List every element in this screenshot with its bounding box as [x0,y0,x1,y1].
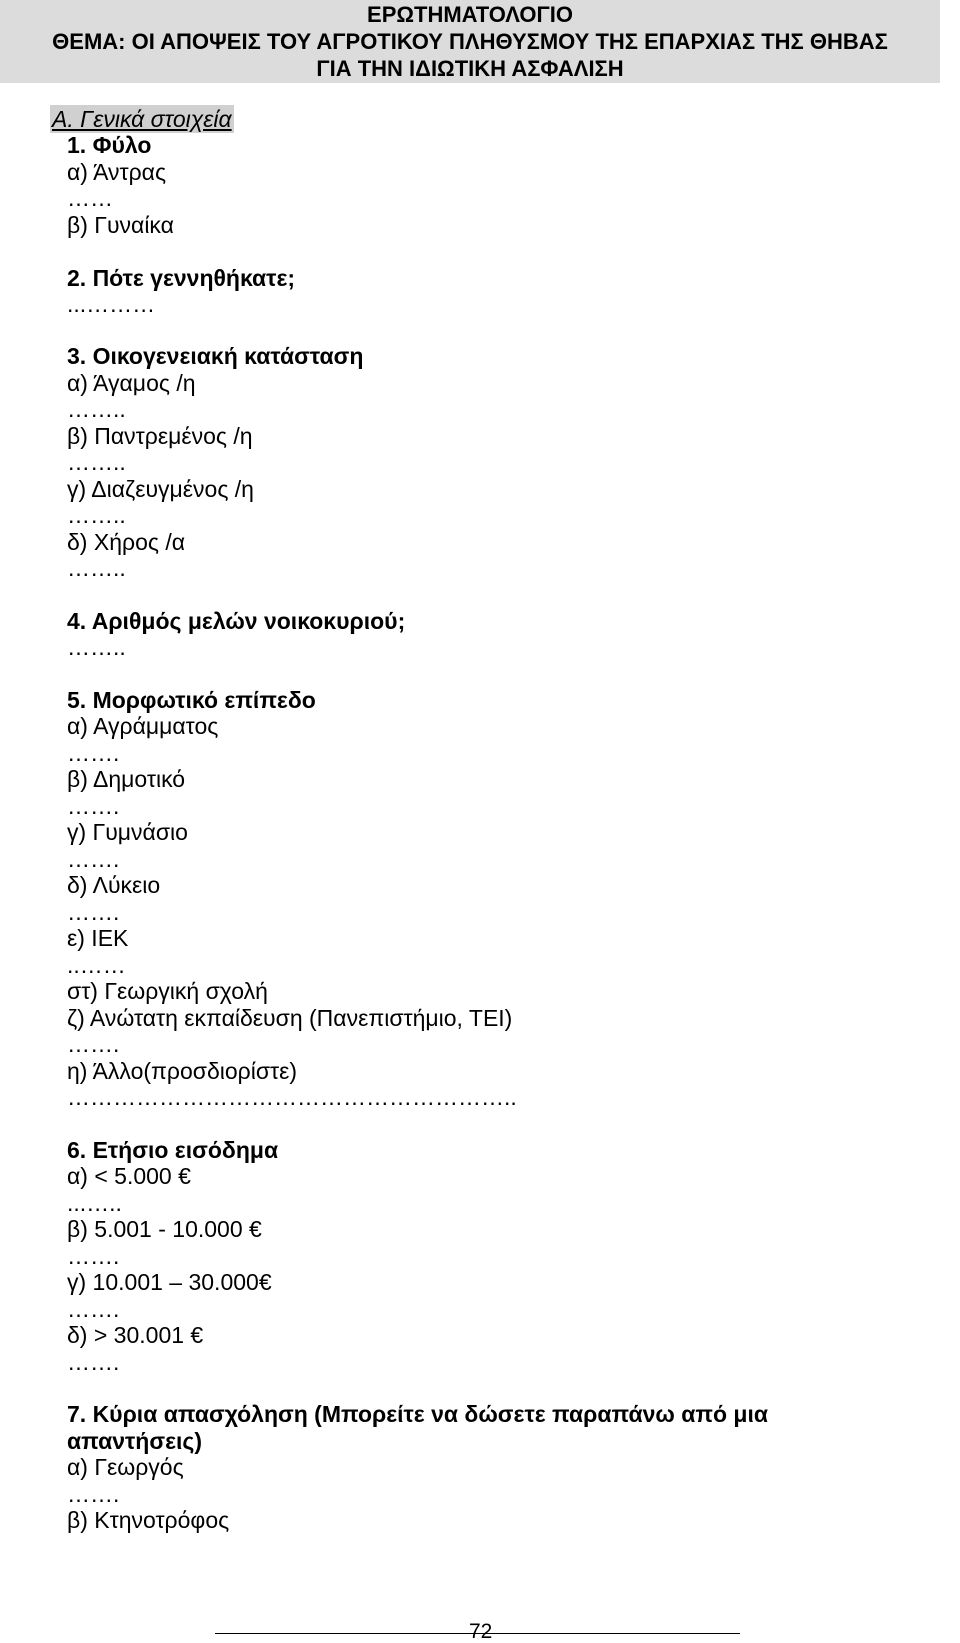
answer-blank: …….. [67,396,126,422]
question-3-heading: 3. Οικογενειακή κατάσταση [67,343,364,369]
question-7-heading: 7. Κύρια απασχόληση (Μπορείτε να δώσετε παραπάνω από μια [67,1401,769,1427]
question-4-heading: 4. Αριθμός μελών νοικοκυριού; [67,608,406,634]
answer-blank: ……. [67,740,120,766]
answer-option: δ) Λύκειο [67,872,161,898]
answer-blank: …….. [67,555,126,581]
questionnaire-header [0,0,940,83]
page-number: 72 [469,1620,493,1643]
answer-option: δ) > 30.001 € [67,1322,204,1348]
answer-option: στ) Γεωργική σχολή [67,978,268,1004]
answer-option: ζ) Ανώτατη εκπαίδευση (Πανεπιστήμιο, ΤΕΙ) [67,1005,513,1031]
answer-option: α) Αγράμματος [67,713,219,739]
section-heading: Α. Γενικά στοιχεία [52,106,232,132]
question-7-heading-continued: απαντήσεις) [67,1428,203,1454]
answer-blank: ……. [67,793,120,819]
answer-blank: ……. [67,1296,120,1322]
answer-option: β) Γυναίκα [67,212,174,238]
answer-blank: ………………………………………………….. [67,1084,517,1110]
answer-blank: ……. [67,1031,120,1057]
question-6-heading: 6. Ετήσιο εισόδημα [67,1137,279,1163]
answer-blank: …….. [67,502,126,528]
answer-option: β) Δημοτικό [67,766,186,792]
answer-option: δ) Χήρος /α [67,529,186,555]
answer-option: γ) Γυμνάσιο [67,819,188,845]
answer-blank: …….. [67,449,126,475]
answer-option: η) Άλλο(προσδιορίστε) [67,1058,298,1084]
answer-option: α) < 5.000 € [67,1163,191,1189]
header-title: ΕΡΩΤΗΜΑΤΟΛΟΓΙΟ [367,2,573,27]
answer-option: α) Γεωργός [67,1454,184,1480]
answer-option: ε) ΙΕΚ [67,925,129,951]
answer-blank: ...……… [67,291,156,317]
answer-blank: ……. [67,1481,120,1507]
answer-option: α) Άγαμος /η [67,370,196,396]
answer-blank: ……. [67,1243,120,1269]
answer-blank: ……. [67,899,120,925]
answer-blank: …….. [67,634,126,660]
answer-option: β) Παντρεμένος /η [67,423,253,449]
answer-option: β) 5.001 - 10.000 € [67,1216,262,1242]
answer-blank: …… [67,185,113,211]
answer-option: γ) Διαζευγμένος /η [67,476,254,502]
answer-option: γ) 10.001 – 30.000€ [67,1269,272,1295]
question-5-heading: 5. Μορφωτικό επίπεδο [67,687,316,713]
answer-blank: ...….. [67,1190,122,1216]
question-2-heading: 2. Πότε γεννηθήκατε; [67,265,296,291]
answer-option: α) Άντρας [67,159,167,185]
header-subject: ΘΕΜΑ: ΟΙ ΑΠΟΨΕΙΣ ΤΟΥ ΑΓΡΟΤΙΚΟΥ ΠΛΗΘΥΣΜΟΥ ΤΗΣ ΕΠΑΡΧΙΑΣ ΤΗΣ ΘΗΒΑΣ [52,29,888,54]
answer-option: β) Κτηνοτρόφος [67,1507,230,1533]
answer-blank: ……. [67,1349,120,1375]
header-subject-continued: ΓΙΑ ΤΗΝ ΙΔΙΩΤΙΚΗ ΑΣΦΑΛΙΣΗ [316,56,624,81]
answer-blank: ……. [67,846,120,872]
answer-blank: ..…… [67,952,126,978]
question-1-heading: 1. Φύλο [67,132,152,158]
